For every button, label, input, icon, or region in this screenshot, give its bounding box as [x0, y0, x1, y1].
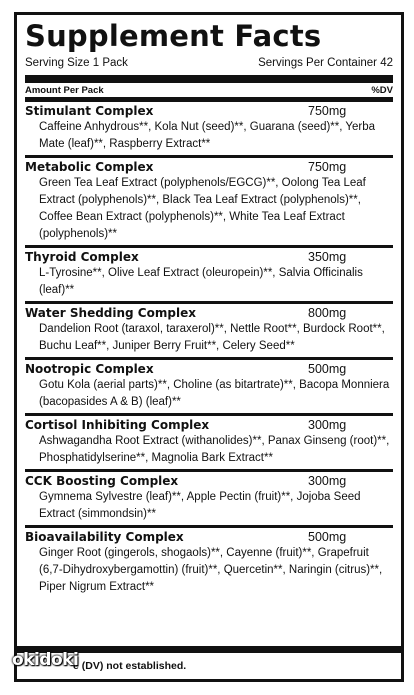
complex-header: [25, 529, 393, 545]
complex-name: Cortisol Inhibiting Complex: [25, 418, 210, 432]
complex-header: [25, 417, 393, 433]
watermark-logo: okidoki: [12, 650, 79, 670]
serving-size: Serving Size 1 Pack: [25, 57, 128, 69]
panel-title: Supplement Facts: [25, 19, 322, 53]
complex-ingredients: Gotu Kola (aerial parts)**, Choline (as bitartrate)**, Bacopa Monniera (bacopasides A & B) (leaf)**: [39, 379, 390, 408]
complex-header: [25, 361, 393, 377]
complex-ingredients: L-Tyrosine**, Olive Leaf Extract (oleuropein)**, Salvia Officinalis (leaf)**: [39, 267, 363, 296]
complex-ingredients: Caffeine Anhydrous**, Kola Nut (seed)**, Guarana (seed)**, Yerba Mate (leaf)**, Raspberry Extract**: [39, 121, 376, 150]
complex-name: Nootropic Complex: [25, 362, 154, 376]
complex-name: Stimulant Complex: [25, 104, 154, 118]
thick-divider: [25, 75, 393, 83]
supplement-facts-panel: [14, 12, 404, 682]
complex-header: [25, 249, 393, 265]
complex-amount: 750mg: [308, 160, 347, 174]
complex-amount: 300mg: [308, 474, 347, 488]
complex-header: [25, 473, 393, 489]
complex-name: Thyroid Complex: [25, 250, 139, 264]
complex-ingredients: Ashwagandha Root Extract (withanolides)**, Panax Ginseng (root)**, Phosphatidylserine**, Magnolia Bark Extract**: [39, 435, 390, 464]
complex-section: [25, 528, 393, 598]
servings-per-container: Servings Per Container 42: [258, 57, 393, 69]
complex-section: [25, 472, 393, 528]
amount-header-row: [25, 83, 393, 98]
complex-header: [25, 159, 393, 175]
complex-name: CCK Boosting Complex: [25, 474, 179, 488]
complex-header: [25, 103, 393, 119]
complex-amount: 500mg: [308, 530, 347, 544]
serving-info-row: [25, 55, 393, 75]
dv-header: %DV: [371, 85, 393, 96]
complex-section: [25, 248, 393, 304]
complex-amount: 350mg: [308, 250, 347, 264]
complex-amount: 750mg: [308, 104, 347, 118]
complex-name: Metabolic Complex: [25, 160, 154, 174]
complex-amount: 500mg: [308, 362, 347, 376]
complex-ingredients: Dandelion Root (taraxol, taraxerol)**, Nettle Root**, Burdock Root**, Buchu Leaf**, Juniper Berry Fruit**, Celery Seed**: [39, 323, 385, 352]
complex-header: [25, 305, 393, 321]
complex-section: [25, 102, 393, 158]
amount-per-pack-label: Amount Per Pack: [25, 85, 104, 96]
complex-ingredients: Gymnema Sylvestre (leaf)**, Apple Pectin (fruit)**, Jojoba Seed Extract (simmondsin)**: [39, 491, 361, 520]
complex-section: [25, 158, 393, 248]
complex-list: [25, 102, 393, 598]
complex-section: [25, 416, 393, 472]
complex-ingredients: Green Tea Leaf Extract (polyphenols/EGCG)**, Oolong Tea Leaf Extract (polyphenols)**, Black Tea Leaf Extract (polyphenols)**, Coffee Bean Extract (polyphenols)**, White Tea Leaf Extract (polyphenols)**: [39, 177, 366, 240]
footnote-text: e (DV) not established.: [73, 660, 187, 672]
complex-name: Bioavailability Complex: [25, 530, 184, 544]
complex-section: [25, 304, 393, 360]
complex-name: Water Shedding Complex: [25, 306, 196, 320]
complex-ingredients: Ginger Root (gingerols, shogaols)**, Cayenne (fruit)**, Grapefruit (6,7-Dihydroxybergamottin) (fruit)**, Quercetin**, Naringin (citrus)**, Piper Nigrum Extract**: [39, 547, 383, 593]
complex-amount: 800mg: [308, 306, 347, 320]
complex-amount: 300mg: [308, 418, 347, 432]
complex-section: [25, 360, 393, 416]
